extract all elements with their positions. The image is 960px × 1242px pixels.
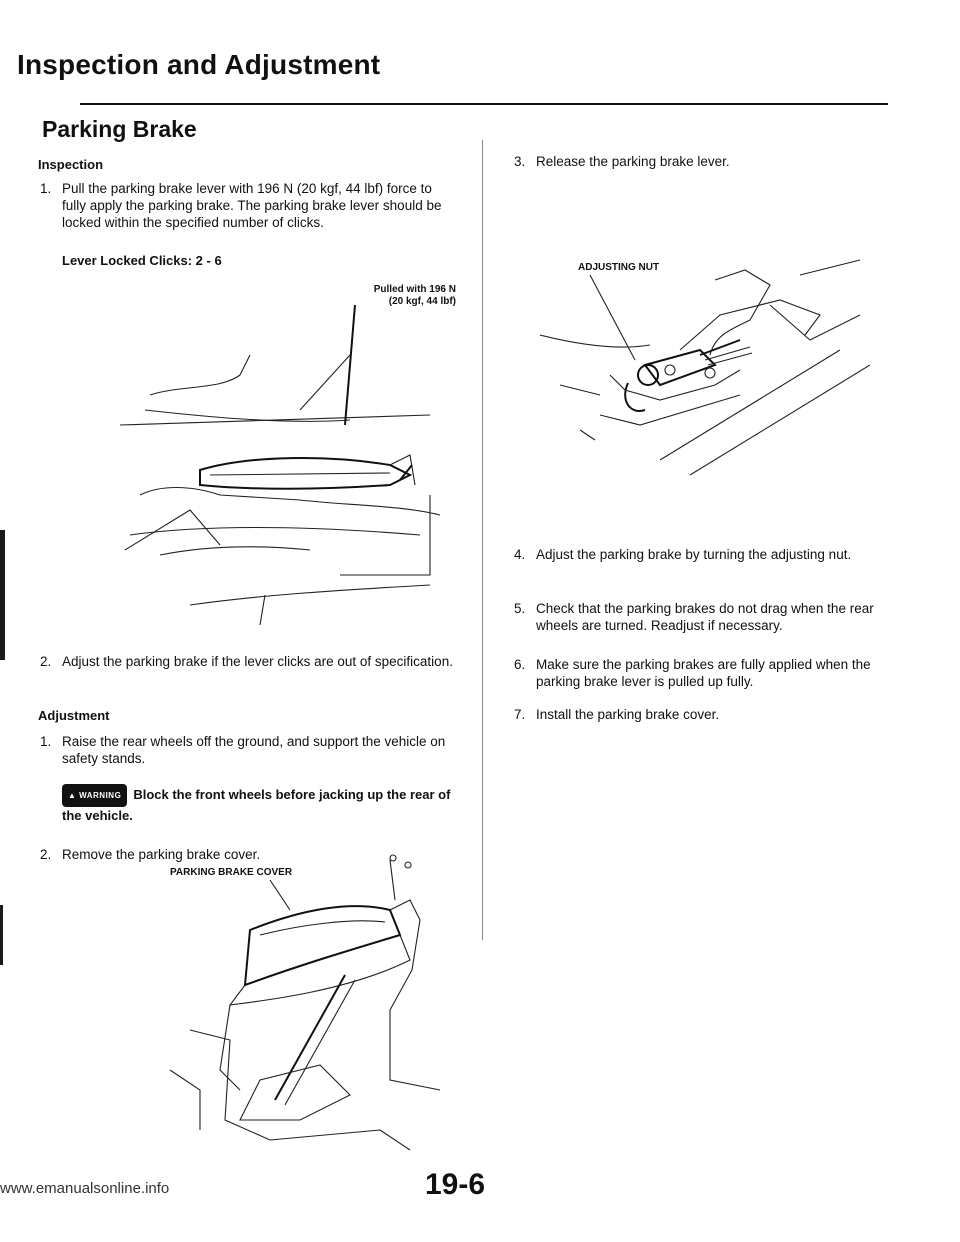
scan-edge-mark: [0, 905, 3, 965]
callout-line-2: (20 kgf, 44 lbf): [388, 296, 456, 307]
step-number: 1.: [40, 181, 52, 196]
step-3: [514, 153, 886, 170]
step-number: 4.: [514, 547, 526, 562]
header-rule: [80, 103, 888, 105]
step-7: [514, 706, 886, 723]
step-text: Check that the parking brakes do not drag when the rear wheels are turned. Readjust if necessary.: [536, 601, 874, 633]
step-6: [514, 656, 886, 690]
page-title: Inspection and Adjustment: [17, 49, 381, 80]
step-number: 7.: [514, 707, 526, 722]
warning-badge: ▲ WARNING: [62, 784, 127, 807]
step-number: 2.: [40, 654, 52, 669]
parking-brake-lever-illustration: [100, 295, 480, 625]
step-5: [514, 600, 886, 634]
step-number: 3.: [514, 154, 526, 169]
parking-brake-cover-illustration: [150, 830, 450, 1160]
step-number: 6.: [514, 657, 526, 672]
step-text: Install the parking brake cover.: [536, 707, 720, 722]
callout-line-1: Pulled with 196 N: [373, 284, 456, 295]
warning-badge-label: WARNING: [79, 791, 122, 800]
adjusting-nut-callout: ADJUSTING NUT: [578, 262, 660, 273]
step-text: Release the parking brake lever.: [536, 154, 730, 169]
cover-callout: PARKING BRAKE COVER: [170, 867, 293, 878]
step-text: Adjust the parking brake by turning the adjusting nut.: [536, 547, 852, 562]
column-divider: [482, 140, 483, 940]
adjustment-step-1: [40, 733, 458, 767]
step-4: [514, 546, 886, 563]
inspection-step-1: [40, 180, 458, 231]
section-title: Parking Brake: [42, 116, 197, 142]
step-text: Make sure the parking brakes are fully applied when the parking brake lever is pulled up fully.: [536, 657, 871, 689]
step-text: Adjust the parking brake if the lever clicks are out of specification.: [62, 654, 453, 669]
step-number: 1.: [40, 734, 52, 749]
step-text: Remove the parking brake cover.: [62, 847, 261, 862]
warning-text: Block the front wheels before jacking up the rear of the vehicle.: [62, 786, 451, 823]
page-number: 19-6: [425, 1168, 486, 1201]
footer-url[interactable]: www.emanualsonline.info: [0, 1180, 170, 1197]
step-number: 5.: [514, 601, 526, 616]
step-text: Pull the parking brake lever with 196 N (20 kgf, 44 lbf) force to fully apply the parking brake. The parking brake lever should be locked within the specified number of clicks.: [62, 181, 442, 230]
adjustment-heading: Adjustment: [38, 708, 110, 723]
step-text: Raise the rear wheels off the ground, and support the vehicle on safety stands.: [62, 734, 446, 766]
warning-note: [62, 784, 458, 824]
lever-clicks-spec: Lever Locked Clicks: 2 - 6: [62, 253, 222, 268]
inspection-step-2: [40, 653, 458, 670]
adjusting-nut-illustration: [540, 255, 870, 485]
step-number: 2.: [40, 847, 52, 862]
scan-edge-mark: [0, 530, 5, 660]
inspection-heading: Inspection: [38, 157, 104, 172]
